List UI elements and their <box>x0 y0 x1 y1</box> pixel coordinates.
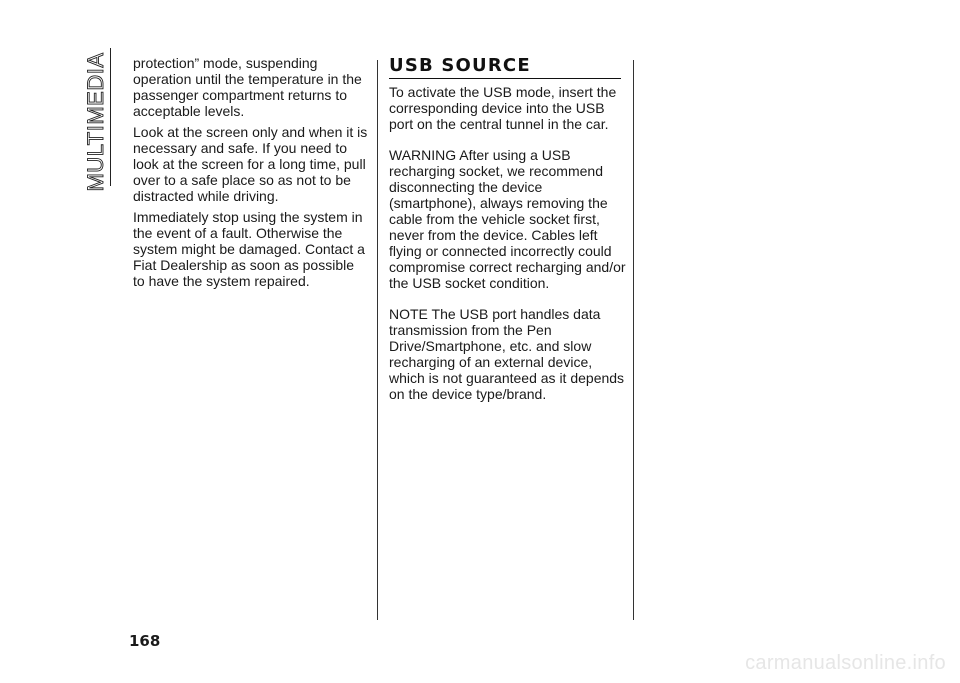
column-divider-right <box>633 60 634 620</box>
section-side-label <box>83 52 108 192</box>
side-label-text: MULTIMEDIA <box>83 52 108 192</box>
column-divider-left <box>377 60 378 620</box>
right-paragraph-1: To activate the USB mode, insert the corresponding device into the USB port on the central tunnel in the car. <box>389 84 617 132</box>
left-paragraph-3: Immediately stop using the system in the event of a fault. Otherwise the system might be damaged. Contact a Fiat Dealership as soon as possible to have the system repaired. <box>133 209 365 289</box>
note-paragraph: NOTE The USB port handles data transmission from the Pen Drive/Smartphone, etc. and slow recharging of an external device, which is not guaranteed as it depends on the device type/brand. <box>389 306 625 402</box>
right-column <box>389 84 629 417</box>
section-title: USB SOURCE <box>389 56 621 79</box>
warning-paragraph: WARNING After using a USB recharging socket, we recommend disconnecting the device (smartphone), always removing the cable from the vehicle socket first, never from the device. Cables left flying or connected incorrectly could compromise correct recharging and/or the USB socket condition. <box>389 147 626 291</box>
watermark: carmanualsonline.info <box>745 652 946 674</box>
left-paragraph-2: Look at the screen only and when it is necessary and safe. If you need to look at the screen for a long time, pull over to a safe place so as not to be distracted while driving. <box>133 124 368 204</box>
left-paragraph-1: protection” mode, suspending operation until the temperature in the passenger compartment returns to acceptable levels. <box>133 55 362 119</box>
page-number: 168 <box>129 632 161 650</box>
left-column <box>133 55 368 294</box>
side-rule <box>110 48 111 186</box>
